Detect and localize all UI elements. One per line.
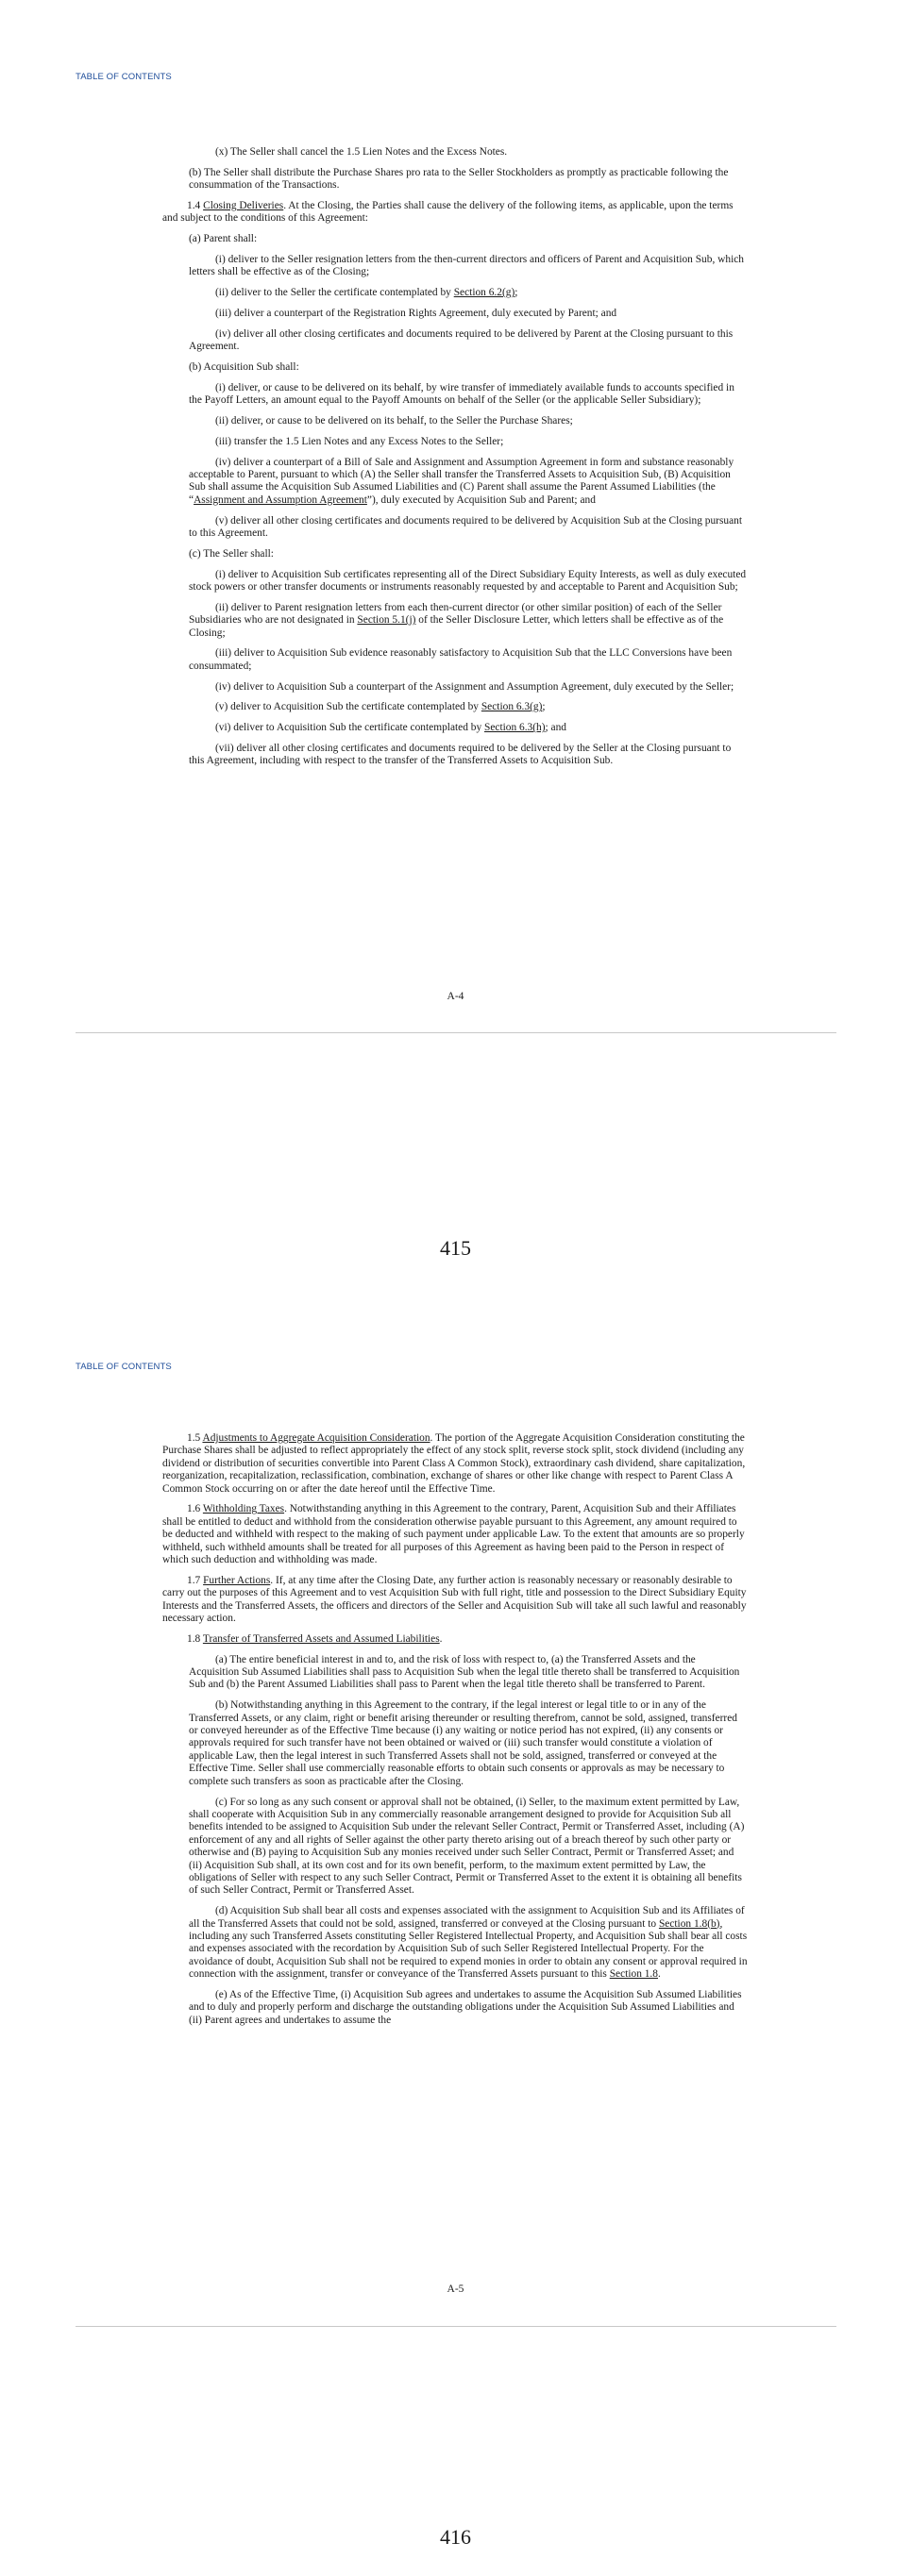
paragraph-text: . Notwithstanding anything in this Agreement to the contrary, Parent, Acquisition Sub and their Affiliates shall be entitled to deduct and withhold from the consideration otherwise payable pursuant to this Agreement, any amount required to be deducted and withheld with respect to the making of such payment under applicable Law. To the extent that amounts are so properly withheld, such withheld amounts shall be treated for all purposes of this Agreement as having been paid to the Person in respect of which such deduction and withholding was made.: [162, 1503, 745, 1566]
document-paragraph: [162, 548, 748, 560]
page-footer-label: A-5: [447, 2283, 464, 2295]
document-paragraph: [162, 328, 748, 354]
defined-term: Section 1.8: [609, 1968, 658, 1981]
document-paragraph: [162, 146, 748, 159]
paragraph-text: (iv) deliver a counterpart of a Bill of Sale and Assignment and Assumption Agreement in form and substance reasonably acceptable to Parent, pursuant to which (A) the Seller shall transfer the Transferred Assets to Acquisition Sub, (B) Acquisition Sub shall assume the Acquisition Sub Assumed Liabilities and (C) Parent shall assume the Parent Assumed Liabilities (the “: [189, 456, 734, 506]
document-paragraph: [162, 457, 748, 508]
document-paragraph: [162, 1654, 748, 1692]
paragraph-text: (i) deliver to Acquisition Sub certificates representing all of the Direct Subsidiary Equity Interests, as well as duly executed stock powers or other transfer documents or instruments reasonably requested by and acceptable to Parent and Acquisition Sub;: [189, 568, 747, 594]
defined-term: Assignment and Assumption Agreement: [194, 493, 367, 506]
paragraph-text: .: [439, 1632, 443, 1645]
paragraph-text: (v) deliver all other closing certificates and documents required to be delivered by Acquisition Sub at the Closing pursuant to this Agreement.: [189, 514, 742, 540]
document-paragraph: [162, 1432, 748, 1496]
paragraph-text: (iii) deliver to Acquisition Sub evidence reasonably satisfactory to Acquisition Sub that the LLC Conversions have been consummated;: [189, 647, 733, 672]
paragraph-text: (a) Parent shall:: [189, 233, 258, 245]
paragraph-text: (i) deliver, or cause to be delivered on its behalf, by wire transfer of immediately available funds to accounts specified in the Payoff Letters, an amount equal to the Payoff Amounts on behalf of the Seller (or the applicable Seller Subsidiary);: [189, 381, 734, 407]
document-paragraph: [162, 287, 748, 299]
paragraph-text: , including any such Transferred Assets constituting Seller Registered Intellectual Property, and Acquisition Sub shall bear all costs and expenses associated with the recordation by Acquisition Sub of such Seller Registered Intellectual Property. For the avoidance of doubt, Acquisition Sub shall not be required to expend monies in order to obtain any consent or approval required in connection with the assignment, transfer or conveyance of the Transferred Assets pursuant to this: [189, 1917, 748, 1981]
paragraph-text: (vii) deliver all other closing certificates and documents required to be delivered by the Seller at the Closing pursuant to this Agreement, including with respect to the transfer of the Transferred Assets to Acquisition Sub.: [189, 743, 732, 767]
paragraph-text: (d) Acquisition Sub shall bear all costs and expenses associated with the assignment to Acquisition Sub and its Affiliates of all the Transferred Assets that could not be sold, assigned, transferred or conveyed at the Closing pursuant to: [189, 1905, 745, 1930]
document-paragraph: [162, 254, 748, 279]
defined-term: Closing Deliveries: [203, 200, 284, 211]
paragraph-text: ;: [515, 287, 518, 299]
paragraph-text: . The portion of the Aggregate Acquisition Consideration constituting the Purchase Shares shall be adjusted to reflect appropriately the effect of any stock split, reverse stock split, stock dividend (including any dividend or distribution of securities convertible into Parent Class A Common Stock), extraordinary cash dividend, share capitalization, reorganization, recapitalization, reclassification, combination, exchange of shares or other like change with respect to Parent Class A Common Stock occurring on or after the date hereof until the Effective Time.: [162, 1432, 746, 1495]
paragraph-text: ; and: [545, 722, 567, 734]
document-paragraph: [162, 722, 748, 734]
document-paragraph: [162, 515, 748, 541]
paragraph-text: (b) The Seller shall distribute the Purchase Shares pro rata to the Seller Stockholders as promptly as practicable following the consummation of the Transactions.: [189, 166, 729, 192]
paragraph-text: . At the Closing, the Parties shall cause the delivery of the following items, as applicable, upon the terms and subject to the conditions of this Agreement:: [162, 200, 734, 225]
document-page-body: [162, 146, 748, 776]
page-divider: [76, 1032, 836, 1033]
paragraph-text: (iii) deliver a counterpart of the Registration Rights Agreement, duly executed by Parent; and: [215, 308, 617, 319]
defined-term: Section 6.3(h): [484, 722, 546, 734]
page-number: 415: [440, 1236, 471, 1260]
defined-term: Section 6.2(g): [453, 287, 515, 299]
defined-term: Further Actions: [203, 1574, 271, 1586]
defined-term: Adjustments to Aggregate Acquisition Consideration: [202, 1432, 430, 1444]
paragraph-text: (ii) deliver to Parent resignation letters from each then-current director (or other similar position) of each of the Seller Subsidiaries who are not designated in: [189, 601, 722, 627]
paragraph-text: (v) deliver to Acquisition Sub the certificate contemplated by: [215, 701, 481, 713]
document-paragraph: [162, 1575, 748, 1626]
table-of-contents-link[interactable]: TABLE OF CONTENTS: [76, 72, 172, 82]
defined-term: Transfer of Transferred Assets and Assumed Liabilities: [202, 1632, 440, 1645]
paragraph-text: (c) For so long as any such consent or approval shall not be obtained, (i) Seller, to the maximum extent permitted by Law, shall cooperate with Acquisition Sub in any commercially reasonable arrangement designed to provide for Acquisition Sub all benefits intended to be assigned to Acquisition Sub under the relevant Seller Contract, Permit or Transferred Asset, including (A) enforcement of any and all rights of Seller against the other party thereto arising out of a breach thereof by such other party or otherwise and (B) paying to Acquisition Sub any monies received under such Seller Contract, Permit or Transferred Asset; and (ii) Acquisition Sub shall, at its own cost and for its own benefit, perform, to the maximum extent permitted by Law, the obligations of Seller with respect to any such Seller Contract, Permit or Transferred Asset to the extent it is obtaining all benefits of such Seller Contract, Permit or Transferred Asset.: [189, 1796, 745, 1897]
paragraph-text: (iii) transfer the 1.5 Lien Notes and any Excess Notes to the Seller;: [215, 435, 504, 447]
document-paragraph: [162, 415, 748, 427]
document-paragraph: [162, 200, 748, 226]
paragraph-text: . If, at any time after the Closing Date, any further action is reasonably necessary or reasonably desirable to carry out the purposes of this Agreement and to vest Acquisition Sub with full right, title and possession to the Direct Subsidiary Equity Interests and the Transferred Assets, the officers and directors of the Seller and Acquisition Sub will take all such lawful and reasonably necessary action.: [162, 1574, 747, 1625]
document-paragraph: [162, 436, 748, 448]
defined-term: Section 1.8(b): [658, 1917, 720, 1930]
document-paragraph: [162, 308, 748, 320]
paragraph-text: (a) The entire beneficial interest in and to, and the risk of loss with respect to, (a) the Transferred Assets and the Acquisition Sub Assumed Liabilities shall pass to Acquisition Sub when the legal title thereto shall be transferred to Acquisition Sub and (b) the Parent Assumed Liabilities shall pass to Parent when the legal title thereto shall be transferred to Parent.: [189, 1653, 740, 1691]
defined-term: Withholding Taxes: [202, 1503, 285, 1515]
document-paragraph: [162, 1699, 748, 1788]
paragraph-text: (ii) deliver, or cause to be delivered on its behalf, to the Seller the Purchase Shares;: [215, 415, 573, 427]
paragraph-text: (e) As of the Effective Time, (i) Acquisition Sub agrees and undertakes to assume the Acquisition Sub Assumed Liabilities and to duly and properly perform and discharge the outstanding obligations under the Acquisition Sub Assumed Liabilities and (ii) Parent agrees and undertakes to assume the: [189, 1988, 742, 2026]
page-number: 416: [440, 2525, 471, 2549]
paragraph-text: 1.8: [187, 1632, 203, 1645]
defined-term: Section 5.1(j): [357, 614, 416, 627]
document-paragraph: [162, 647, 748, 673]
paragraph-text: .: [657, 1968, 661, 1981]
document-paragraph: [162, 602, 748, 640]
document-page-body: [162, 1432, 748, 2035]
document-paragraph: [162, 361, 748, 374]
page-footer-label: A-4: [447, 991, 464, 1002]
paragraph-text: ”), duly executed by Acquisition Sub and Parent; and: [366, 493, 596, 506]
paragraph-text: (ii) deliver to the Seller the certificate contemplated by: [215, 287, 454, 299]
paragraph-text: (iv) deliver to Acquisition Sub a counterpart of the Assignment and Assumption Agreement, duly executed by the Seller;: [215, 680, 734, 693]
paragraph-text: (iv) deliver all other closing certificates and documents required to be delivered by Parent at the Closing pursuant to this Agreement.: [189, 327, 734, 353]
paragraph-text: 1.4: [187, 200, 204, 211]
document-paragraph: [162, 743, 748, 768]
defined-term: Section 6.3(g): [481, 701, 543, 713]
document-paragraph: [162, 1797, 748, 1898]
document-paragraph: [162, 569, 748, 594]
paragraph-text: (c) The Seller shall:: [189, 547, 274, 560]
table-of-contents-link[interactable]: TABLE OF CONTENTS: [76, 1362, 172, 1372]
paragraph-text: ;: [542, 701, 546, 713]
document-paragraph: [162, 233, 748, 245]
document-paragraph: [162, 1503, 748, 1566]
paragraph-text: (vi) deliver to Acquisition Sub the certificate contemplated by: [215, 722, 484, 734]
paragraph-text: 1.7: [187, 1574, 204, 1586]
document-paragraph: [162, 681, 748, 694]
paragraph-text: (b) Acquisition Sub shall:: [189, 361, 299, 373]
paragraph-text: of the Seller Disclosure Letter, which letters shall be effective as of the Closing;: [189, 614, 724, 639]
paragraph-text: (i) deliver to the Seller resignation letters from the then-current directors and officers of Parent and Acquisition Sub, which letters shall be effective as of the Closing;: [189, 254, 744, 278]
document-paragraph: [162, 1905, 748, 1981]
paragraph-text: (b) Notwithstanding anything in this Agreement to the contrary, if the legal interest or legal title to or in any of the Transferred Assets, or any claim, right or benefit arising thereunder or resulting therefrom, cannot be sold, assigned, transferred or conveyed hereunder as of the Effective Time because (i) any waiting or notice period has not expired, (ii) any consents or approvals required for such transfer have not been obtained or waived or (iii) such transfer would constitute a violation of applicable Law, then the legal interest in such Transferred Assets shall not be sold, assigned, transferred or conveyed at the Effective Time. Seller shall use commercially reasonable efforts to obtain such consents or approvals as may be necessary to complete such transfers as soon as practicable after the Closing.: [189, 1699, 737, 1787]
document-paragraph: [162, 167, 748, 192]
document-paragraph: [162, 1633, 748, 1646]
document-paragraph: [162, 701, 748, 713]
document-paragraph: [162, 382, 748, 408]
document-paragraph: [162, 1989, 748, 2027]
paragraph-text: (x) The Seller shall cancel the 1.5 Lien Notes and the Excess Notes.: [215, 146, 508, 158]
page-divider: [76, 2326, 836, 2327]
paragraph-text: 1.6: [187, 1503, 203, 1515]
paragraph-text: 1.5: [187, 1432, 203, 1444]
